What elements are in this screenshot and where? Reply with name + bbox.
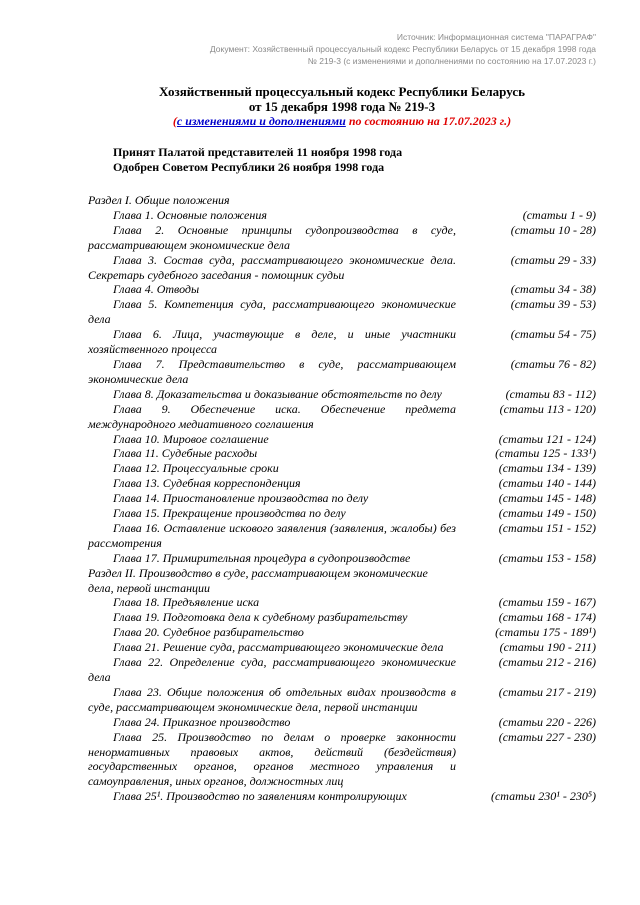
toc-entry-articles: (статьи 175 - 189¹) — [495, 625, 596, 640]
toc-entry-articles: (статьи 113 - 120) — [499, 401, 596, 416]
toc-chapter-row — [88, 208, 596, 223]
toc-entry-title: Раздел I. Общие положения — [88, 193, 230, 207]
toc-entry-articles: (статьи 121 - 124) — [498, 431, 596, 446]
adoption-line2: Одобрен Советом Республики 26 ноября 1998 года — [113, 160, 385, 174]
toc-entry-title: Глава 7. Представительство в суде, рассматривающем экономические дела — [88, 356, 456, 386]
toc-entry-articles: (статьи 220 - 226) — [498, 714, 596, 729]
toc-entry-title: Глава 25. Производство по делам о проверке законности ненормативных правовых актов, действий (бездействия) государственных органов, органов местного управления и самоуправления, иных органов, должностных лиц — [88, 729, 456, 789]
toc-chapter-row — [88, 551, 596, 566]
toc-entry-title: Глава 24. Приказное производство — [113, 714, 291, 729]
amendment-note — [88, 114, 596, 129]
toc-entry-title: Глава 16. Оставление искового заявления (заявления, жалобы) без рассмотрения — [88, 520, 456, 550]
toc-chapter-row — [88, 253, 596, 283]
toc-entry-title: Глава 21. Решение суда, рассматривающего экономические дела — [113, 640, 444, 655]
toc-chapter-row — [88, 506, 596, 521]
toc-entry-title: Глава 3. Состав суда, рассматривающего экономические дела. Секретарь судебного заседания - помощник судьи — [88, 252, 456, 282]
document-title-line2: от 15 декабря 1998 года № 219-3 — [248, 99, 436, 114]
toc-entry-articles: (статьи 227 - 230) — [498, 729, 596, 744]
document-ref-line1: Документ: Хозяйственный процессуальный кодекс Республики Беларусь от 15 декабря 1998 года — [209, 44, 596, 54]
toc-entry-articles: (статьи 153 - 158) — [498, 550, 596, 565]
toc-entry-articles: (статьи 1 - 9) — [522, 207, 596, 222]
adoption-line1: Принят Палатой представителей 11 ноября 1998 года — [113, 145, 403, 159]
toc-entry-title: Глава 13. Судебная корреспонденция — [113, 476, 301, 491]
toc-entry-articles: (статьи 34 - 38) — [510, 282, 596, 297]
toc-chapter-row — [88, 730, 596, 790]
toc-entry-title: Глава 5. Компетенция суда, рассматривающего экономические дела — [88, 297, 456, 327]
toc-entry-title: Глава 20. Судебное разбирательство — [113, 625, 304, 640]
toc-chapter-row — [88, 521, 596, 551]
toc-entry-title: Глава 2. Основные принципы судопроизводства в суде, рассматривающем экономические дела — [88, 222, 456, 252]
toc-entry-title: Глава 1. Основные положения — [113, 207, 267, 222]
toc-entry-title: Глава 22. Определение суда, рассматривающего экономические дела — [88, 655, 456, 684]
toc-chapter-row — [88, 282, 596, 297]
toc-entry-articles: (статьи 83 - 112) — [505, 386, 596, 401]
toc-chapter-row — [88, 327, 596, 357]
toc-entry-articles: (статьи 230¹ - 230⁵) — [490, 789, 596, 804]
toc-entry-articles: (статьи 76 - 82) — [510, 356, 596, 371]
adoption-block — [88, 145, 596, 175]
toc-entry-title: Глава 9. Обеспечение иска. Обеспечение предмета международного медиативного соглашения — [88, 401, 456, 431]
toc-chapter-row — [88, 685, 596, 715]
amendment-open-paren: ( — [172, 114, 177, 128]
toc-chapter-row — [88, 446, 596, 461]
document-content — [88, 0, 596, 804]
toc-chapter-row — [88, 789, 596, 804]
document-title-line1: Хозяйственный процессуальный кодекс Республики Беларусь — [159, 84, 525, 99]
toc-chapter-row — [88, 655, 596, 685]
toc-entry-title: Глава 15. Прекращение производства по делу — [113, 506, 346, 521]
amendment-status-text: по состоянию на 17.07.2023 г.) — [345, 114, 512, 128]
toc-entry-articles: (статьи 134 - 139) — [498, 461, 596, 476]
toc-chapter-row — [88, 715, 596, 730]
toc-entry-articles: (статьи 140 - 144) — [498, 476, 596, 491]
toc-entry-title: Глава 25¹. Производство по заявлениям контролирующих — [113, 789, 407, 804]
toc-entry-title: Глава 19. Подготовка дела к судебному разбирательству — [113, 610, 408, 625]
toc-section-row — [88, 193, 596, 208]
toc-entry-title: Глава 23. Общие положения об отдельных видах производств в суде, рассматривающем экономические дела, первой инстанции — [88, 684, 456, 714]
toc-entry-title: Глава 4. Отводы — [113, 282, 200, 297]
toc-entry-title: Глава 11. Судебные расходы — [113, 446, 258, 461]
toc-entry-articles: (статьи 168 - 174) — [498, 610, 596, 625]
source-line: Источник: Информационная система "ПАРАГРАФ" — [396, 32, 596, 42]
toc-entry-title: Раздел II. Производство в суде, рассматривающем экономические дела, первой инстанции — [88, 565, 428, 595]
toc-chapter-row — [88, 491, 596, 506]
toc-chapter-row — [88, 432, 596, 447]
toc-entry-articles: (статьи 39 - 53) — [510, 297, 596, 312]
toc-entry-articles: (статьи 10 - 28) — [510, 222, 596, 237]
toc-entry-articles: (статьи 159 - 167) — [498, 595, 596, 610]
toc-chapter-row — [88, 387, 596, 402]
toc-entry-title: Глава 17. Примирительная процедура в судопроизводстве — [113, 550, 411, 565]
toc-entry-articles: (статьи 54 - 75) — [510, 327, 596, 342]
toc-list — [88, 193, 596, 804]
toc-chapter-row — [88, 595, 596, 610]
toc-entry-articles: (статьи 151 - 152) — [498, 520, 596, 535]
toc-chapter-row — [88, 610, 596, 625]
toc-entry-title: Глава 10. Мировое соглашение — [113, 431, 269, 446]
toc-entry-articles: (статьи 125 - 133¹) — [495, 446, 596, 461]
toc-chapter-row — [88, 640, 596, 655]
toc-chapter-row — [88, 476, 596, 491]
document-ref-line2: № 219-3 (с изменениями и дополнениями по состоянию на 17.07.2023 г.) — [307, 56, 596, 66]
toc-entry-articles: (статьи 145 - 148) — [498, 491, 596, 506]
toc-chapter-row — [88, 357, 596, 387]
toc-entry-title: Глава 12. Процессуальные сроки — [113, 461, 279, 476]
toc-chapter-row — [88, 461, 596, 476]
toc-chapter-row — [88, 297, 596, 327]
toc-entry-title: Глава 8. Доказательства и доказывание обстоятельств по делу — [113, 386, 442, 401]
toc-entry-articles: (статьи 217 - 219) — [498, 684, 596, 699]
toc-entry-articles: (статьи 212 - 216) — [498, 655, 596, 670]
toc-entry-articles: (статьи 149 - 150) — [498, 506, 596, 521]
amendments-link[interactable]: с изменениями и дополнениями — [176, 114, 346, 128]
toc-entry-title: Глава 6. Лица, участвующие в деле, и иные участники хозяйственного процесса — [88, 327, 456, 357]
document-title — [88, 84, 596, 114]
toc-chapter-row — [88, 625, 596, 640]
toc-entry-articles: (статьи 29 - 33) — [510, 252, 596, 267]
toc-entry-articles: (статьи 190 - 211) — [499, 640, 596, 655]
toc-entry-title: Глава 18. Предъявление иска — [113, 595, 260, 610]
toc-entry-title: Глава 14. Приостановление производства по делу — [113, 491, 369, 506]
toc-chapter-row — [88, 402, 596, 432]
toc-section-row — [88, 566, 596, 596]
toc-chapter-row — [88, 223, 596, 253]
